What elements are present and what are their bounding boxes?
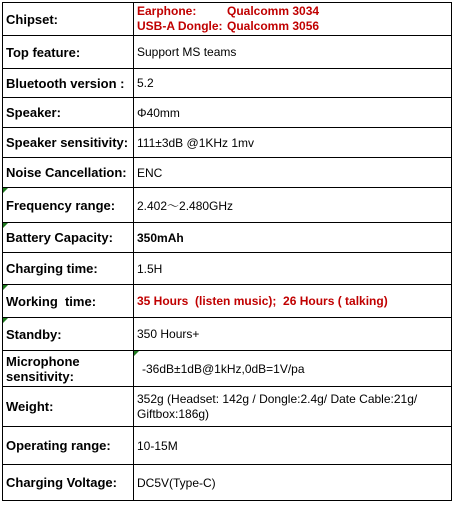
noise-cancellation-label: Noise Cancellation: [3,158,134,188]
chipset-earphone-chip: Qualcomm 3034 [227,4,320,18]
microphone-label: Microphone sensitivity: [3,351,134,387]
charging-voltage-value: DC5V(Type-C) [134,465,452,501]
charging-time-value: 1.5H [134,253,452,285]
frequency-value: 2.402～2.480GHz [134,188,452,223]
chipset-label: Chipset: [3,3,134,36]
spec-table [2,2,452,501]
microphone-value: -36dB±1dB@1kHz,0dB=1V/pa [134,351,452,387]
spec-row-operating-range [3,427,452,465]
spec-row-noise-cancellation [3,158,452,188]
cell-marker [3,285,8,290]
spec-row-microphone [3,351,452,387]
weight-label: Weight: [3,387,134,427]
speaker-value: Φ40mm [134,98,452,128]
standby-label: Standby: [3,318,134,351]
battery-label: Battery Capacity: [3,223,134,253]
working-time-value: 35 Hours (listen music); 26 Hours ( talking) [134,285,452,318]
spec-row-battery [3,223,452,253]
spec-row-bluetooth [3,69,452,98]
bluetooth-label: Bluetooth version : [3,69,134,98]
chipset-dongle-chip: Qualcomm 3056 [227,19,320,33]
cell-marker [3,318,8,323]
spec-row-standby [3,318,452,351]
weight-value: 352g (Headset: 142g / Dongle:2.4g/ Date Cable:21g/ Giftbox:186g) [134,387,452,427]
spec-row-frequency [3,188,452,223]
speaker-sensitivity-label: Speaker sensitivity: [3,128,134,158]
working-time-label: Working time: [3,285,134,318]
spec-row-charging-voltage [3,465,452,501]
chipset-dongle-name: USB-A Dongle: [137,19,223,33]
spec-row-weight [3,387,452,427]
operating-range-value: 10-15M [134,427,452,465]
cell-marker [134,351,139,356]
battery-value: 350mAh [134,223,452,253]
spec-row-speaker [3,98,452,128]
frequency-label: Frequency range: [3,188,134,223]
noise-cancellation-value: ENC [134,158,452,188]
charging-voltage-label: Charging Voltage: [3,465,134,501]
cell-marker [3,223,8,228]
spec-row-working-time [3,285,452,318]
top-feature-label: Top feature: [3,36,134,69]
charging-time-label: Charging time: [3,253,134,285]
bluetooth-value: 5.2 [134,69,452,98]
standby-value: 350 Hours+ [134,318,452,351]
chipset-earphone-name: Earphone: [137,4,197,18]
chipset-value [134,3,452,36]
spec-row-charging-time [3,253,452,285]
top-feature-value: Support MS teams [134,36,452,69]
speaker-label: Speaker: [3,98,134,128]
spec-row-top-feature [3,36,452,69]
cell-marker [3,188,8,193]
chipset-earphone [137,4,448,19]
chipset-dongle [137,19,448,34]
spec-row-speaker-sensitivity [3,128,452,158]
speaker-sensitivity-value: 111±3dB @1KHz 1mv [134,128,452,158]
operating-range-label: Operating range: [3,427,134,465]
spec-row-chipset [3,3,452,36]
